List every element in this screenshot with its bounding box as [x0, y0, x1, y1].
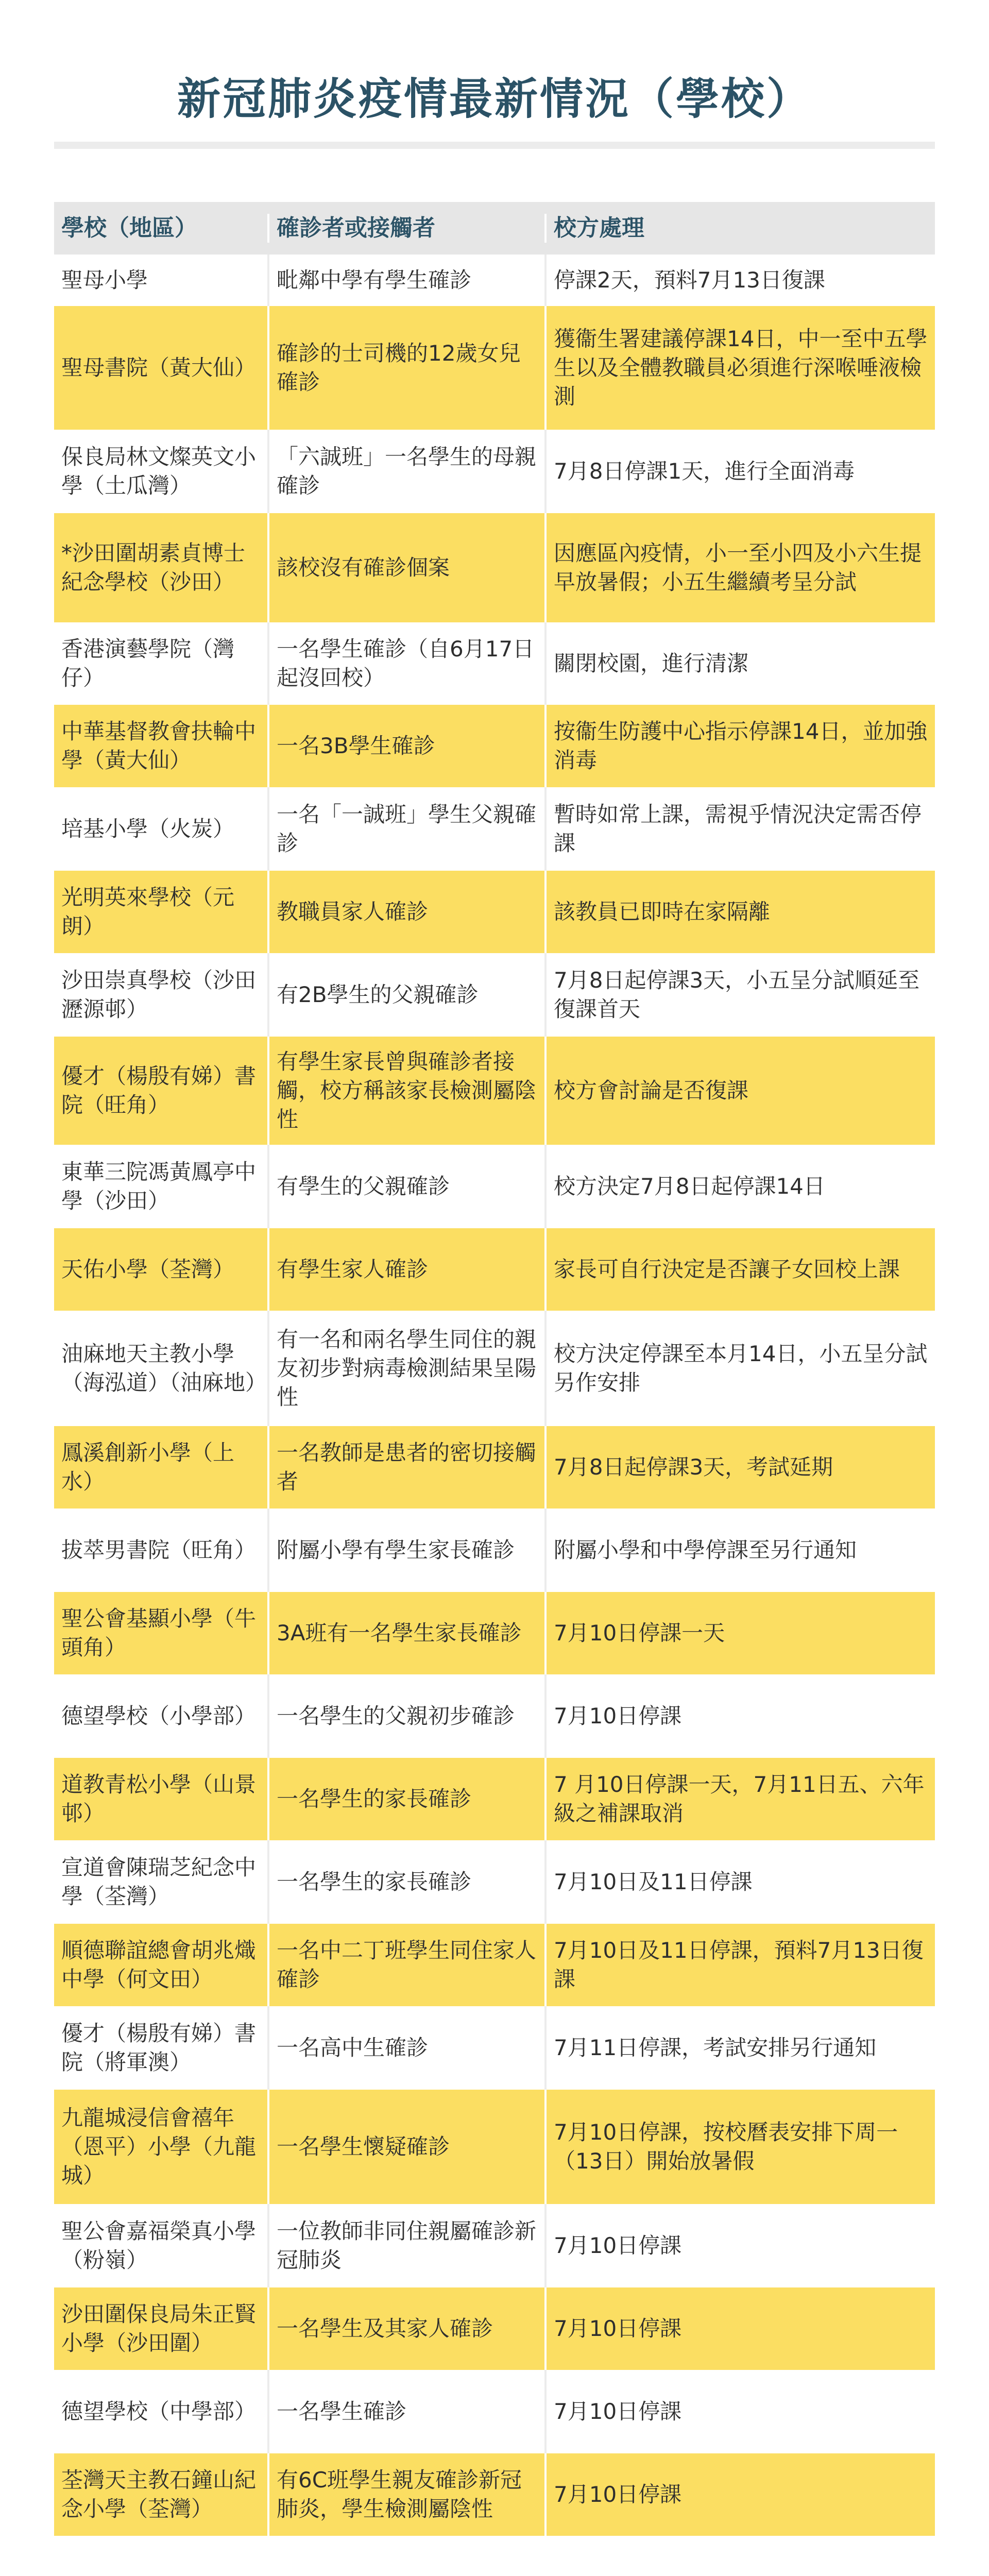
case-cell: 一名學生及其家人確診	[267, 2287, 544, 2370]
action-cell: 7月10日停課，按校曆表安排下周一（13日）開始放暑假	[544, 2090, 935, 2204]
header-school: 學校（地區）	[61, 215, 197, 241]
action-cell: 家長可自行決定是否讓子女回校上課	[544, 1228, 935, 1311]
table-row	[54, 1228, 935, 1311]
school-cell: 道教青松小學（山景邨）	[61, 1772, 257, 1826]
action-cell: 7月10日及11日停課	[544, 1840, 935, 1924]
case-cell: 有6C班學生親友確診新冠肺炎，學生檢測屬陰性	[267, 2453, 544, 2536]
table-row	[54, 1758, 935, 1840]
table-row	[54, 306, 935, 430]
table-row	[54, 2370, 935, 2453]
header-action: 校方處理	[544, 214, 935, 243]
school-cell: 宣道會陳瑞芝紀念中學（荃灣）	[61, 1855, 257, 1909]
table-header	[54, 202, 935, 255]
case-cell: 一位教師非同住親屬確診新冠肺炎	[267, 2204, 544, 2287]
action-cell: 7月10日停課	[544, 2453, 935, 2536]
action-cell: 7月10日停課	[544, 1674, 935, 1758]
table-row	[54, 1509, 935, 1592]
case-cell: 有學生的父親確診	[267, 1145, 544, 1228]
table-row	[54, 1840, 935, 1924]
action-cell: 獲衞生署建議停課14日，中一至中五學生以及全體教職員必須進行深喉唾液檢測	[544, 306, 935, 430]
table-row	[54, 787, 935, 871]
case-cell: 確診的士司機的12歲女兒確診	[267, 306, 544, 430]
school-cell: 油麻地天主教小學（海泓道）（油麻地）	[61, 1341, 267, 1395]
table-row	[54, 953, 935, 1037]
table-row	[54, 2453, 935, 2536]
school-cell: 德望學校（小學部）	[61, 1703, 257, 1728]
case-cell: 毗鄰中學有學生確診	[267, 255, 544, 306]
action-cell: 7月8日起停課3天，考試延期	[544, 1426, 935, 1509]
case-cell: 3A班有一名學生家長確診	[267, 1592, 544, 1674]
school-cell: 拔萃男書院（旺角）	[61, 1537, 257, 1563]
case-cell: 附屬小學有學生家長確診	[267, 1509, 544, 1592]
school-cell: 天佑小學（荃灣）	[61, 1257, 235, 1282]
action-cell: 校方決定停課至本月14日，小五呈分試另作安排	[544, 1311, 935, 1426]
table-row	[54, 705, 935, 787]
action-cell: 7月10日停課	[544, 2370, 935, 2453]
table-row	[54, 255, 935, 306]
school-cell: 中華基督教會扶輪中學（黃大仙）	[61, 719, 257, 773]
table-row	[54, 1037, 935, 1145]
school-cell: 聖母書院（黃大仙）	[61, 355, 257, 380]
school-cell: 沙田崇真學校（沙田瀝源邨）	[61, 968, 257, 1022]
action-cell: 校方決定7月8日起停課14日	[544, 1145, 935, 1228]
school-cell: 聖公會基顯小學（牛頭角）	[61, 1606, 257, 1660]
table-row	[54, 1592, 935, 1674]
table-row	[54, 2006, 935, 2090]
page-title: 新冠肺炎疫情最新情況（學校）	[177, 74, 812, 124]
school-cell: 優才（楊殷有娣）書院（將軍澳）	[61, 2021, 257, 2075]
school-cell: 光明英來學校（元朗）	[61, 885, 235, 939]
action-cell: 7月10日停課	[544, 2287, 935, 2370]
school-cell: 培基小學（火炭）	[61, 816, 235, 841]
case-cell: 該校沒有確診個案	[267, 513, 544, 622]
table-row	[54, 513, 935, 622]
table-row	[54, 622, 935, 705]
action-cell: 校方會討論是否復課	[544, 1037, 935, 1145]
case-cell: 一名3B學生確診	[267, 705, 544, 787]
case-cell: 「六誠班」一名學生的母親確診	[267, 430, 544, 513]
case-cell: 一名高中生確診	[267, 2006, 544, 2090]
case-cell: 有學生家長曾與確診者接觸，校方稱該家長檢測屬陰性	[267, 1037, 544, 1145]
case-cell: 有2B學生的父親確診	[267, 953, 544, 1037]
case-cell: 有學生家人確診	[267, 1228, 544, 1311]
school-cell: 聖母小學	[61, 267, 148, 293]
school-cell: 聖公會嘉福榮真小學（粉嶺）	[61, 2218, 257, 2273]
school-cell: 沙田圍保良局朱正賢小學（沙田圍）	[61, 2301, 257, 2355]
table-row	[54, 2090, 935, 2204]
school-cell: 優才（楊殷有娣）書院（旺角）	[61, 1063, 257, 1117]
school-cell: 保良局林文燦英文小學（土瓜灣）	[61, 444, 257, 498]
table-row	[54, 1924, 935, 2006]
school-cell: *沙田圍胡素貞博士紀念學校（沙田）	[61, 540, 246, 595]
action-cell: 按衞生防護中心指示停課14日，並加強消毒	[544, 705, 935, 787]
action-cell: 因應區內疫情，小一至小四及小六生提早放暑假；小五生繼續考呈分試	[544, 513, 935, 622]
action-cell: 7月10日停課一天	[544, 1592, 935, 1674]
action-cell: 7月11日停課，考試安排另行通知	[544, 2006, 935, 2090]
table-row	[54, 1426, 935, 1509]
action-cell: 7月8日停課1天，進行全面消毒	[544, 430, 935, 513]
action-cell: 7月10日停課	[544, 2204, 935, 2287]
school-cell: 順德聯誼總會胡兆熾中學（何文田）	[61, 1938, 257, 1992]
case-cell: 一名中二丁班學生同住家人確診	[267, 1924, 544, 2006]
school-cell: 德望學校（中學部）	[61, 2399, 257, 2424]
table-body	[54, 255, 935, 2536]
action-cell: 7月10日及11日停課，預料7月13日復課	[544, 1924, 935, 2006]
case-cell: 一名「一誠班」學生父親確診	[267, 787, 544, 871]
case-cell: 有一名和兩名學生同住的親友初步對病毒檢測結果呈陽性	[267, 1311, 544, 1426]
schools-table	[54, 202, 935, 2536]
table-row	[54, 1145, 935, 1228]
action-cell: 暫時如常上課，需視乎情況決定需否停課	[544, 787, 935, 871]
action-cell: 關閉校園，進行清潔	[544, 622, 935, 705]
school-cell: 荃灣天主教石鐘山紀念小學（荃灣）	[61, 2467, 257, 2521]
action-cell: 7月8日起停課3天，小五呈分試順延至復課首天	[544, 953, 935, 1037]
table-row	[54, 430, 935, 513]
case-cell: 一名學生確診	[267, 2370, 544, 2453]
action-cell: 7 月10日停課一天，7月11日五、六年級之補課取消	[544, 1758, 935, 1840]
school-cell: 東華三院馮黃鳳亭中學（沙田）	[61, 1159, 257, 1213]
title-divider	[54, 142, 935, 149]
case-cell: 一名學生確診（自6月17日起沒回校）	[267, 622, 544, 705]
case-cell: 教職員家人確診	[267, 871, 544, 953]
case-cell: 一名教師是患者的密切接觸者	[267, 1426, 544, 1509]
header-case: 確診者或接觸者	[267, 214, 544, 243]
action-cell: 停課2天，預料7月13日復課	[544, 255, 935, 306]
school-cell: 鳳溪創新小學（上水）	[61, 1440, 235, 1494]
table-row	[54, 2204, 935, 2287]
table-row	[54, 2287, 935, 2370]
table-row	[54, 1311, 935, 1426]
table-row	[54, 1674, 935, 1758]
case-cell: 一名學生的家長確診	[267, 1840, 544, 1924]
school-cell: 香港演藝學院（灣仔）	[61, 636, 235, 690]
case-cell: 一名學生的父親初步確診	[267, 1674, 544, 1758]
action-cell: 附屬小學和中學停課至另行通知	[544, 1509, 935, 1592]
table-row	[54, 871, 935, 953]
action-cell: 該教員已即時在家隔離	[544, 871, 935, 953]
case-cell: 一名學生懷疑確診	[267, 2090, 544, 2204]
case-cell: 一名學生的家長確診	[267, 1758, 544, 1840]
school-cell: 九龍城浸信會禧年（恩平）小學（九龍城）	[61, 2105, 257, 2188]
